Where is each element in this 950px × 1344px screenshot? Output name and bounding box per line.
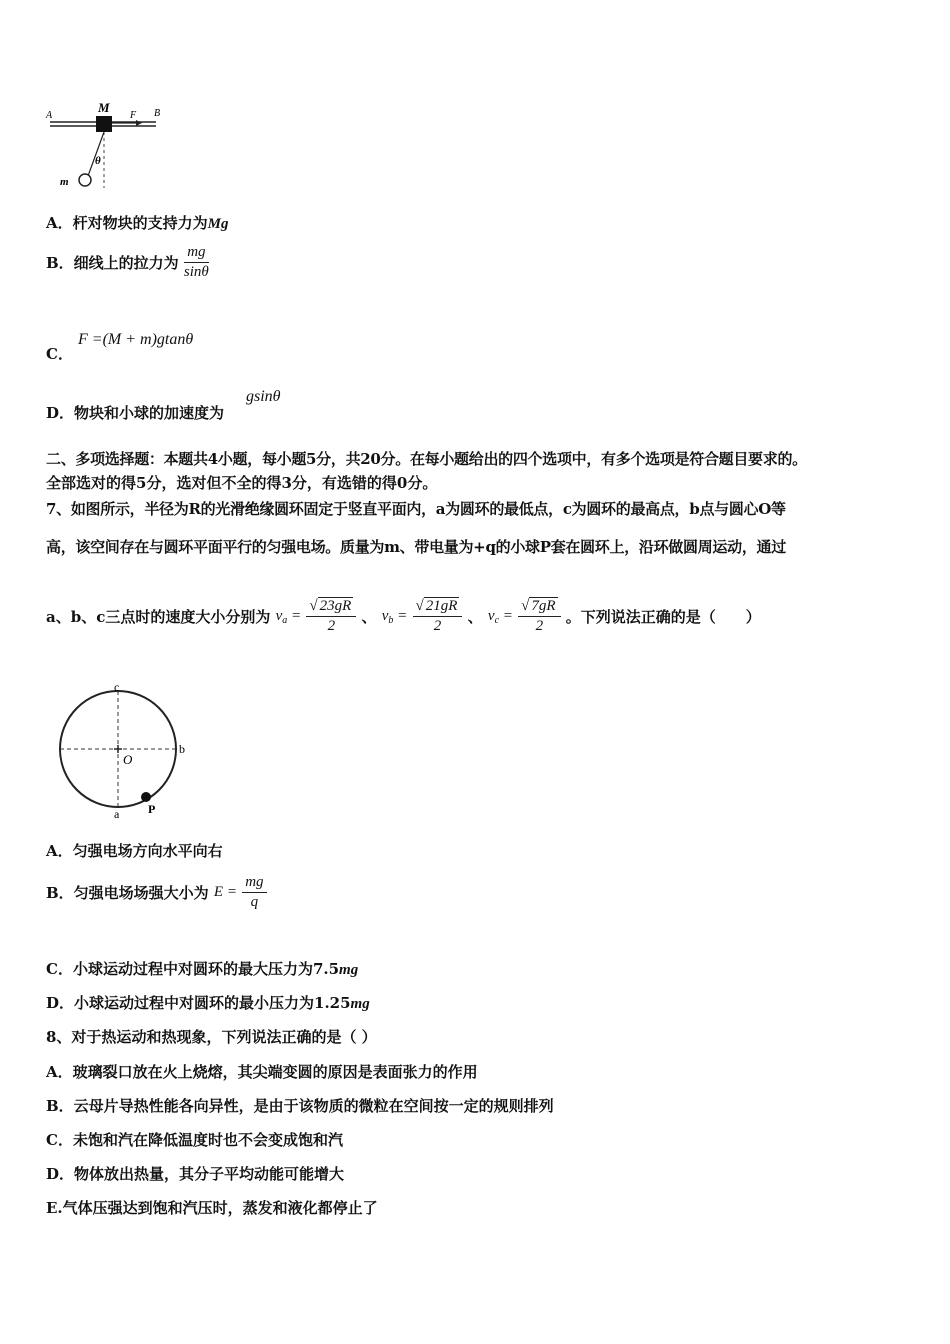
label-c: c xyxy=(114,680,120,694)
label-f: F xyxy=(130,110,137,121)
q7-option-a: A．匀强电场方向水平向右 xyxy=(46,842,223,860)
q7-option-b-numerator: mg xyxy=(242,874,266,893)
label-b: b xyxy=(179,742,185,756)
q7-vc-den: 2 xyxy=(535,618,544,634)
q7-vc: $v_c$ = xyxy=(487,607,513,626)
q7-option-b-fraction xyxy=(242,874,266,911)
q7-vc-label: v xyxy=(487,607,495,624)
ball-p xyxy=(141,792,151,802)
section2-line1: 二、多项选择题：本题共4小题，每小题5分，共20分。在每小题给出的四个选项中，有多个选项是符合题目要求的。 xyxy=(46,450,807,468)
q7-va-sqrt: 23gR xyxy=(319,598,352,614)
q7-vc-sqrt: 7gR xyxy=(531,598,556,614)
label-m-block: M xyxy=(98,100,110,115)
q7-vc-sub: c xyxy=(494,614,500,626)
q7-vb-den: 2 xyxy=(433,618,442,634)
label-m-ball: m xyxy=(60,176,69,188)
q7-option-d-text: D．小球运动过程中对圆环的最小压力为1.25 xyxy=(46,994,351,1012)
q7-option-d xyxy=(46,992,370,1013)
q7-va-fraction: $\frac{√ 23gR}{2}$ xyxy=(306,598,356,635)
q7-line3-prefix: a、b、c三点时的速度大小分别为 xyxy=(46,608,271,626)
ball-m xyxy=(79,174,91,186)
q8-option-a: A．玻璃裂口放在火上烧熔，其尖端变圆的原因是表面张力的作用 xyxy=(46,1063,478,1081)
q6-option-d-expr: gsinθ xyxy=(246,388,281,405)
q6-option-a-expr: Mg xyxy=(207,216,229,232)
q7-vb-label: v xyxy=(381,607,389,624)
label-p: P xyxy=(148,802,156,816)
q7-vb-sqrt: 21gR xyxy=(425,598,458,614)
label-theta: θ xyxy=(95,155,101,167)
q8-option-e: E.气体压强达到饱和汽压时，蒸发和液化都停止了 xyxy=(46,1199,378,1217)
q7-va-label: v xyxy=(275,607,283,624)
q8-stem: 8、对于热运动和热现象，下列说法正确的是（ ） xyxy=(46,1028,377,1046)
q7-va-den: 2 xyxy=(327,618,336,634)
label-o: O xyxy=(123,752,133,767)
q7-line1: 7、如图所示，半径为R的光滑绝缘圆环固定于竖直平面内，a为圆环的最低点，c为圆环的最高点，b点与圆心O等 xyxy=(46,500,786,518)
q6-option-d: D．物块和小球的加速度为 xyxy=(46,404,225,422)
q7-vc-fraction: $\frac{√ 7gR}{2}$ xyxy=(518,598,560,635)
q7-va: $v_a$ = xyxy=(275,607,302,626)
q7-option-b-lhs: E = xyxy=(213,884,237,900)
q6-option-c-expr: F =(M + m)gtanθ xyxy=(78,331,194,348)
label-a: a xyxy=(114,807,120,820)
label-a: A xyxy=(46,110,53,121)
q7-sep-1: 、 xyxy=(361,608,377,626)
q6-option-b-fraction xyxy=(184,244,209,281)
q6-option-c-label: C． xyxy=(46,345,73,363)
q8-option-c: C．未饱和汽在降低温度时也不会变成饱和汽 xyxy=(46,1131,343,1149)
q7-line2: 高，该空间存在与圆环平面平行的匀强电场。质量为m、带电量为+q的小球P套在圆环上，沿环做圆周运动，通过 xyxy=(46,538,786,556)
q7-option-c-unit: mg xyxy=(339,962,359,978)
q7-sep-2: 、 xyxy=(467,608,483,626)
q7-va-sub: a xyxy=(282,614,288,626)
q6-option-a xyxy=(46,212,228,233)
circle-ring-figure xyxy=(52,680,202,820)
q7-vb-fraction: $\frac{√ 21gR}{2}$ xyxy=(413,598,463,635)
label-b: B xyxy=(154,108,161,119)
rod-pendulum-figure xyxy=(44,96,174,192)
block-m xyxy=(96,116,112,132)
q8-option-b: B．云母片导热性能各向异性，是由于该物质的微粒在空间按一定的规则排列 xyxy=(46,1097,554,1115)
q6-option-b-numerator: mg xyxy=(184,244,209,263)
q7-option-b-text: B．匀强电场场强大小为 xyxy=(46,884,209,902)
q8-option-d: D．物体放出热量，其分子平均动能可能增大 xyxy=(46,1165,345,1183)
section2-line2: 全部选对的得5分，选对但不全的得3分，有选错的得0分。 xyxy=(46,474,438,492)
q7-vb: $v_b$ = xyxy=(381,607,408,626)
q7-option-b xyxy=(46,874,267,911)
q6-option-b-text: B．细线上的拉力为 xyxy=(46,254,179,272)
q7-option-c xyxy=(46,958,358,979)
q7-line3-suffix: 。下列说法正确的是（ ） xyxy=(565,608,761,626)
q7-option-d-unit: mg xyxy=(350,996,370,1012)
q6-option-b xyxy=(46,244,209,281)
q7-line3 xyxy=(46,598,761,635)
q7-option-b-denominator: q xyxy=(250,894,259,910)
q6-option-a-text: A．杆对物块的支持力为 xyxy=(46,214,208,232)
q7-option-c-text: C．小球运动过程中对圆环的最大压力为7.5 xyxy=(46,960,340,978)
q7-vb-sub: b xyxy=(388,614,394,626)
q6-option-b-denominator: sinθ xyxy=(183,264,209,280)
